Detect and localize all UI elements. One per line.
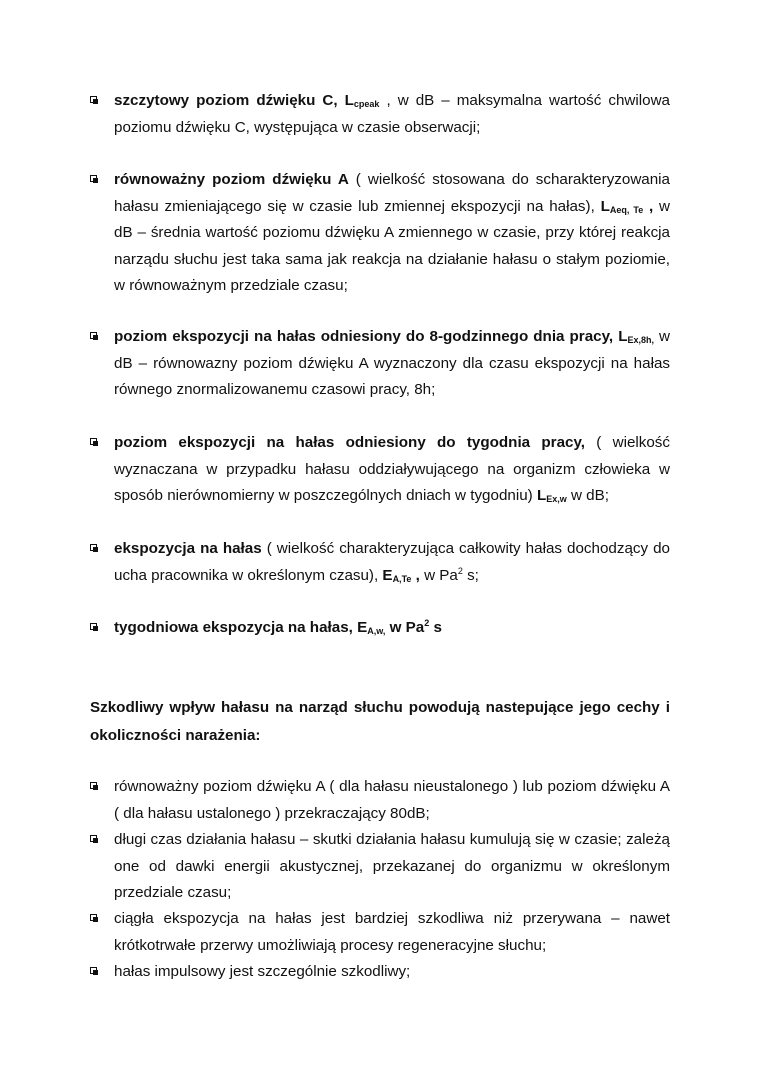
checkbox-bullet-icon [90, 332, 97, 339]
definition-term: poziom ekspozycji na hałas odniesiony do tygodnia pracy, [114, 434, 586, 451]
definition-term: w Pa [385, 619, 425, 636]
symbol: L [536, 487, 547, 504]
checkbox-bullet-icon [90, 544, 97, 551]
checkbox-bullet-icon [90, 175, 97, 182]
definition-body: w dB; [566, 487, 609, 504]
symbol: L [600, 197, 610, 215]
symbol-subscript: A,Te [392, 573, 412, 584]
section-heading: Szkodliwy wpływ hałasu na narząd słuchu powodują nastepujące jego cechy i okoliczności narażenia: [90, 699, 670, 744]
symbol-subscript: A,w, [367, 626, 386, 636]
definition-body: ( wielkość charakteryzująca całkowity hałas dochodzący do ucha pracownika w określonym czasu), [114, 540, 671, 584]
definition-item [90, 167, 670, 300]
checkbox-bullet-icon [90, 967, 97, 974]
definition-term: poziom ekspozycji na hałas odniesiony do 8-godzinnego dnia pracy, L [114, 328, 628, 345]
factor-text: ciągła ekspozycja na hałas jest bardziej szkodliwa niż przerywana – nawet krótkotrwałe przerwy umożliwiają procesy regeneracyjne słuchu; [114, 910, 670, 954]
definition-text [114, 430, 670, 510]
definition-item [90, 324, 670, 404]
definition-item [90, 88, 670, 141]
definition-term: s [429, 619, 442, 636]
unit-superscript: 2 [424, 618, 430, 628]
symbol-suffix: , [411, 566, 420, 584]
definition-text [114, 88, 670, 141]
factor-text: hałas impulsowy jest szczególnie szkodliwy; [114, 963, 411, 980]
definition-body: w dB – średnia wartość poziomu dźwięku A zmiennego w czasie, przy której reakcja narządu słuchu jest taka sama jak reakcja na działanie hałasu o stałym poziomie, w równoważnym przedziale czasu; [114, 197, 670, 294]
checkbox-bullet-icon [90, 835, 97, 842]
checkbox-bullet-icon [90, 438, 97, 445]
definition-text [114, 324, 670, 404]
definition-text [114, 615, 670, 642]
checkbox-bullet-icon [90, 96, 97, 103]
checkbox-bullet-icon [90, 914, 97, 921]
definition-term: ekspozycja na hałas [114, 540, 262, 557]
definition-body: ( wielkość stosowana do scharakteryzowania hałasu zmieniającego się w czasie lub zmiennej ekspozycji na hałas), [114, 171, 671, 215]
symbol-suffix: , [643, 197, 654, 215]
factor-item [90, 827, 670, 907]
definition-term: tygodniowa ekspozycja na hałas, E [114, 619, 368, 636]
definition-item [90, 615, 670, 642]
symbol: E [382, 566, 393, 584]
definition-item [90, 536, 670, 589]
definition-text [114, 167, 670, 300]
definition-term: szczytowy poziom dźwięku C, L [114, 92, 354, 109]
definition-term: równoważny poziom dźwięku A [114, 171, 349, 188]
definition-body: w Pa [419, 566, 458, 584]
definition-body: s; [462, 566, 479, 584]
definition-body: , w dB – maksymalna wartość chwilowa poziomu dźwięku C, występująca w czasie obserwacji; [114, 92, 670, 136]
factor-item [90, 959, 670, 986]
symbol-subscript: cpeak [353, 99, 380, 109]
definition-text [114, 536, 670, 589]
definition-item [90, 430, 670, 510]
symbol-subscript: Ex,8h, [627, 335, 654, 345]
unit-superscript: 2 [457, 565, 463, 576]
factor-item [90, 906, 670, 959]
symbol-subscript: Ex,w [546, 494, 567, 504]
factor-item [90, 774, 670, 827]
symbol-subscript: Aeq, Te [609, 204, 644, 215]
checkbox-bullet-icon [90, 623, 97, 630]
checkbox-bullet-icon [90, 782, 97, 789]
factor-text: długi czas działania hałasu – skutki działania hałasu kumulują się w czasie; zależą one od dawki energii akustycznej, przekazanej do organizmu w określonym przedziale czasu; [114, 831, 670, 901]
definition-body: ( wielkość wyznaczana w przypadku hałasu oddziaływującego na organizm człowieka w sposób nierównomierny w poszczególnych dniach w tygodniu) [114, 434, 670, 504]
definition-body: w dB – równowazny poziom dźwięku A wyznaczony dla czasu ekspozycji na hałas równego znormalizowanemu czasowi pracy, 8h; [114, 328, 671, 398]
factor-text: równoważny poziom dźwięku A ( dla hałasu nieustalonego ) lub poziom dźwięku A ( dla hałasu ustalonego ) przekraczający 80dB; [114, 778, 670, 822]
